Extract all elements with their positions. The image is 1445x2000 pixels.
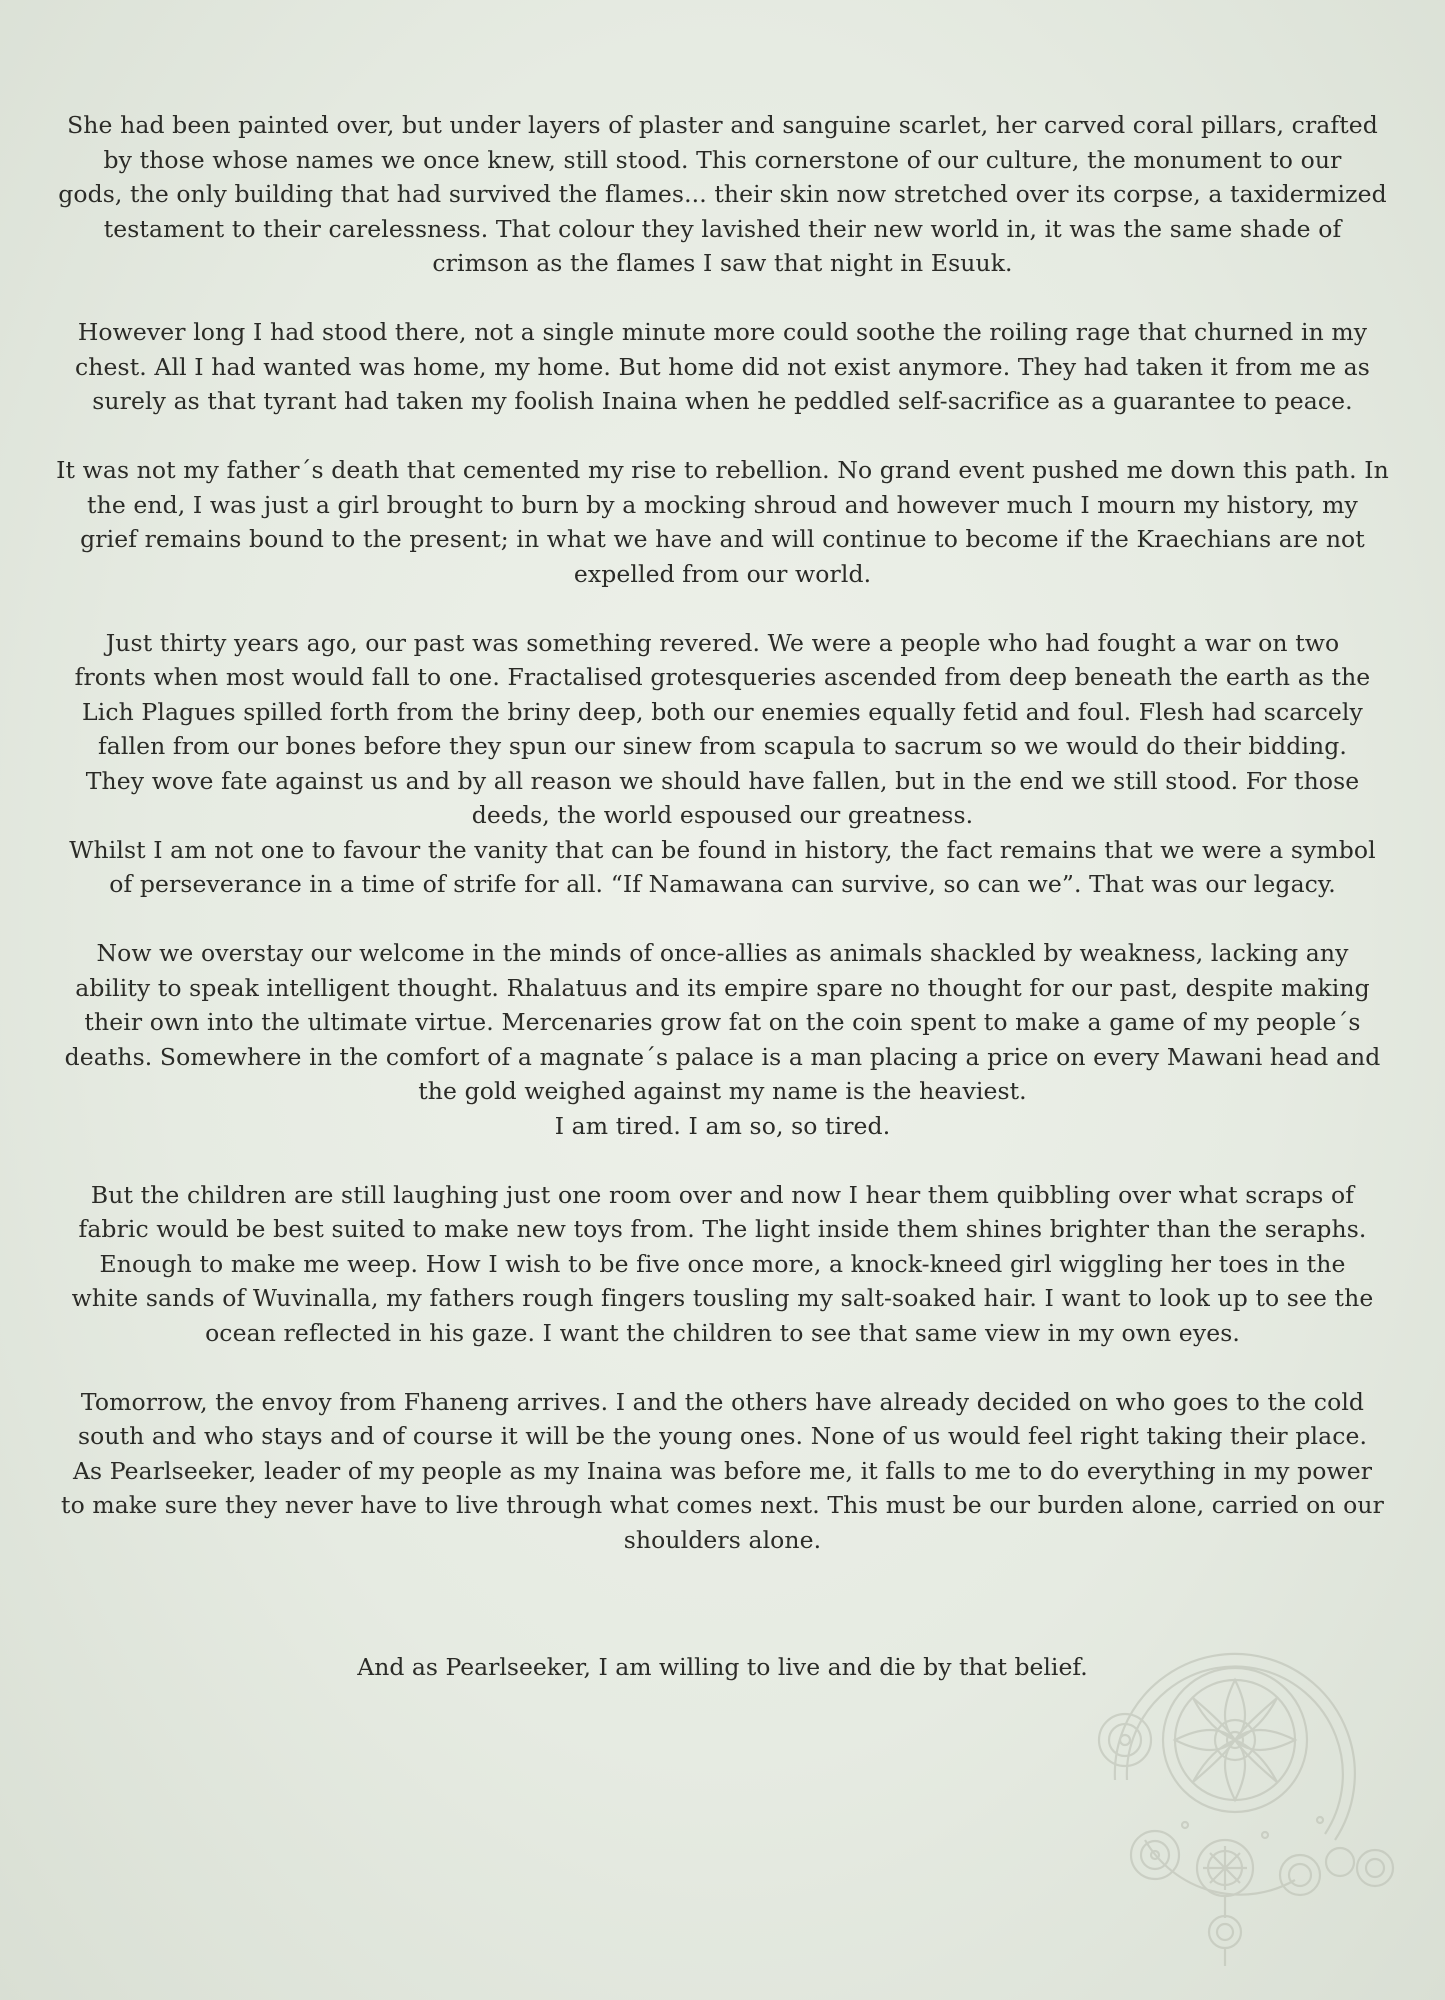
text-line: fallen from our bones before they spun our sinew from scapula to sacrum so we would do their bidding. [97, 732, 1348, 760]
paragraph [55, 1178, 1390, 1351]
text-line: Enough to make me weep. How I wish to be five once more, a knock-kneed girl wiggling her toes in the [99, 1249, 1346, 1278]
paragraph [55, 1385, 1390, 1558]
text-line: Just thirty years ago, our past was something revered. We were a people who had fought a war on two [105, 628, 1340, 657]
text-line: But the children are still laughing just one room over and now I hear them quibbling over what scraps of [90, 1180, 1355, 1209]
paragraph [55, 108, 1390, 281]
text-line: It was not my father´s death that cemented my rise to rebellion. No grand event pushed me down this path. In [56, 456, 1389, 484]
text-line: fronts when most would fall to one. Fractalised grotesqueries ascended from deep beneath the earth as the [74, 663, 1371, 691]
text-line: testament to their carelessness. That colour they lavished their new world in, it was the same shade of [103, 214, 1342, 243]
text-line: fabric would be best suited to make new toys from. The light inside them shines brighter than the seraphs. [78, 1215, 1367, 1243]
text-line: Tomorrow, the envoy from Fhaneng arrives. I and the others have already decided on who goes to the cold [80, 1387, 1365, 1416]
text-line: south and who stays and of course it will be the young ones. None of us would feel right taking their place. [77, 1422, 1368, 1450]
mandala-emblem-icon [1085, 1630, 1415, 1970]
text-line: ability to speak intelligent thought. Rhalatuus and its empire spare no thought for our past, despite making [75, 973, 1370, 1002]
text-line: of perseverance in a time of strife for all. “If Namawana can survive, so can we”. That was our legacy. [109, 870, 1336, 898]
text-line: the end, I was just a girl brought to burn by a mocking shroud and however much I mourn my history, my [87, 490, 1358, 519]
text-line: crimson as the flames I saw that night in Esuuk. [432, 249, 1013, 277]
text-line: chest. All I had wanted was home, my home. But home did not exist anymore. They had taken it from me as [75, 352, 1370, 381]
paragraph [55, 315, 1390, 419]
text-line: As Pearlseeker, leader of my people as my Inaina was before me, it falls to me to do everything in my power [72, 1456, 1373, 1485]
closing-line: And as Pearlseeker, I am willing to live and die by that belief. [357, 1653, 1088, 1681]
text-line: their own into the ultimate virtue. Mercenaries grow fat on the coin spent to make a game of my people´s [84, 1008, 1361, 1036]
paragraph [55, 936, 1390, 1143]
text-line: the gold weighed against my name is the heaviest. [418, 1077, 1027, 1105]
paragraph [55, 833, 1390, 902]
text-line: shoulders alone. [623, 1525, 822, 1554]
text-line: white sands of Wuvinalla, my fathers rough fingers tousling my salt-soaked hair. I want to look up to see the [71, 1284, 1374, 1312]
text-line: deaths. Somewhere in the comfort of a magnate´s palace is a man placing a price on every Mawani head and [64, 1042, 1381, 1071]
text-line: Whilst I am not one to favour the vanity that can be found in history, the fact remains that we were a symbol [69, 835, 1376, 864]
text-line: Lich Plagues spilled forth from the briny deep, both our enemies equally fetid and foul. Flesh had scarcely [82, 697, 1363, 726]
text-line: to make sure they never have to live through what comes next. This must be our burden alone, carried on our [61, 1491, 1384, 1519]
paragraph [55, 453, 1390, 591]
text-line: ocean reflected in his gaze. I want the children to see that same view in my own eyes. [205, 1318, 1240, 1347]
text-line: I am tired. I am so, so tired. [554, 1111, 891, 1140]
text-line: They wove fate against us and by all reason we should have fallen, but in the end we still stood. For those [85, 766, 1360, 795]
text-line: She had been painted over, but under layers of plaster and sanguine scarlet, her carved coral pillars, crafted [67, 111, 1378, 139]
text-line: However long I had stood there, not a single minute more could soothe the roiling rage that churned in my [77, 318, 1368, 346]
text-line: surely as that tyrant had taken my foolish Inaina when he peddled self-sacrifice as a guarantee to peace. [92, 387, 1353, 415]
text-line: grief remains bound to the present; in what we have and will continue to become if the Kraechians are not [80, 525, 1365, 553]
letter-body [55, 108, 1390, 1592]
paragraph [55, 626, 1390, 833]
text-line: Now we overstay our welcome in the minds of once-allies as animals shackled by weakness, lacking any [96, 939, 1349, 967]
text-line: deeds, the world espoused our greatness. [471, 801, 974, 829]
text-line: expelled from our world. [573, 559, 872, 588]
text-line: by those whose names we once knew, still stood. This cornerstone of our culture, the monument to our [103, 145, 1342, 174]
text-line: gods, the only building that had survived the flames... their skin now stretched over its corpse, a taxidermized [58, 180, 1387, 208]
